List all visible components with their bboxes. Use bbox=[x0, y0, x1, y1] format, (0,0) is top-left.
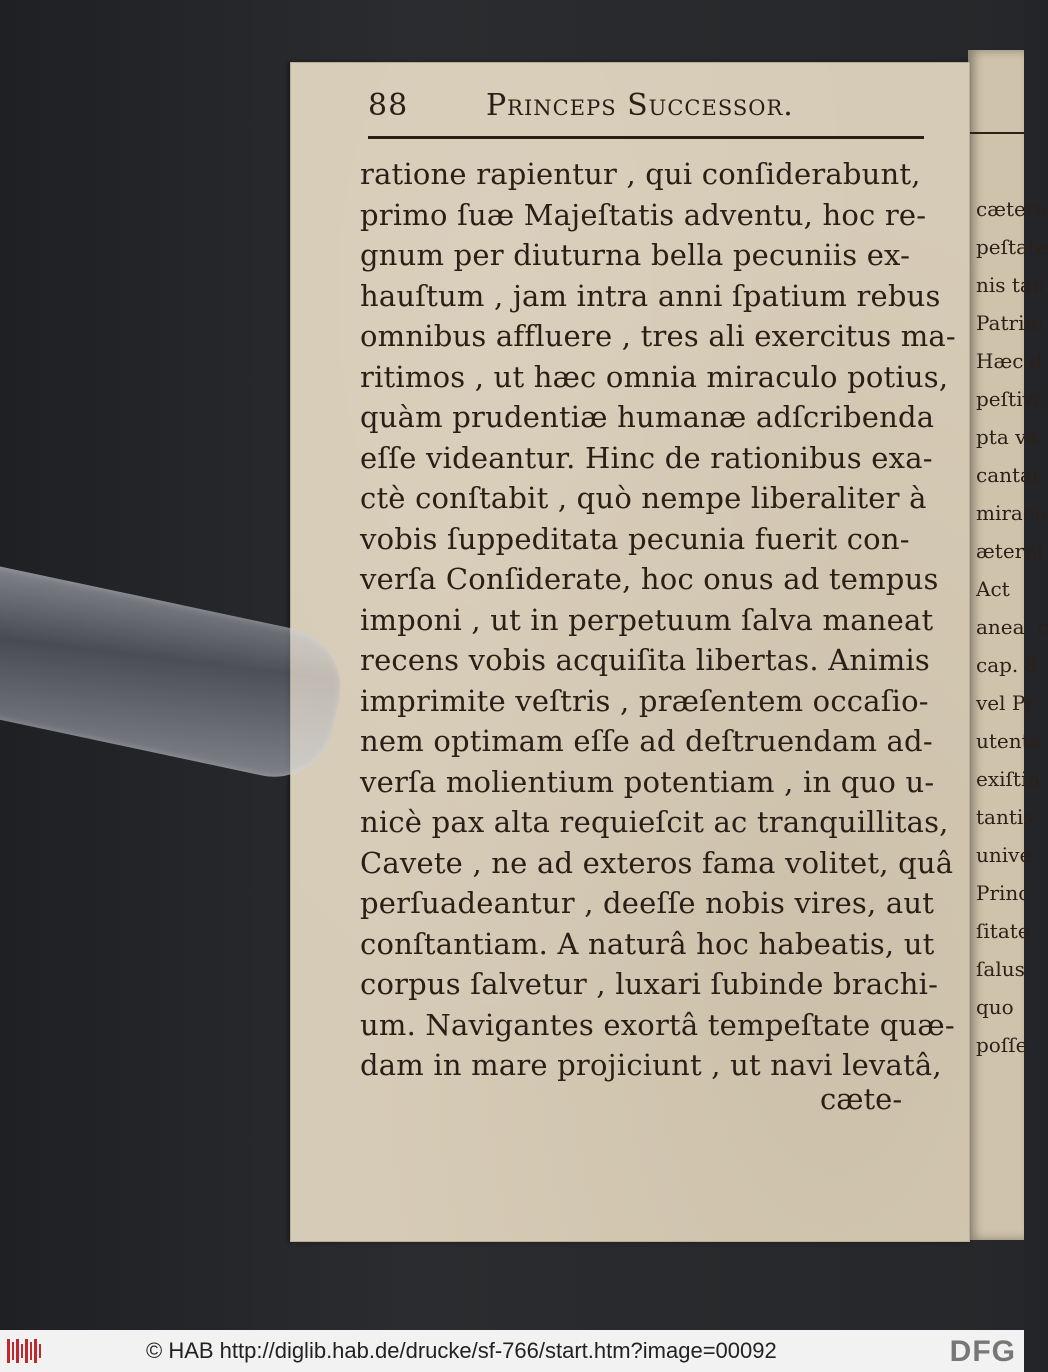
hab-barcode-logo-icon bbox=[6, 1336, 46, 1366]
header-rule bbox=[368, 136, 924, 139]
text-line: imprimite veſtris , præſentem occaſio- bbox=[360, 683, 929, 718]
next-page-rule bbox=[968, 132, 1024, 134]
next-page-fragments bbox=[968, 190, 1048, 1064]
text-line: ctè conſtabit , quò nempe liberaliter à bbox=[360, 481, 927, 515]
next-page-fragment: miracu bbox=[976, 501, 1047, 525]
text-line: dam in mare projiciunt , ut navi levatâ, bbox=[360, 1048, 942, 1082]
text-line: recens vobis acquiſita libertas. Animis bbox=[360, 643, 930, 677]
text-line: omnibus affluere , tres ali exercitus ma- bbox=[360, 319, 956, 353]
page-header bbox=[368, 88, 928, 128]
page-number: 88 bbox=[368, 88, 409, 123]
catchword: cæte- bbox=[820, 1082, 903, 1116]
text-line: vobis ſuppeditata pecunia fuerit con- bbox=[360, 521, 910, 556]
next-page-fragment: Patriæ bbox=[976, 311, 1044, 335]
page-text bbox=[360, 154, 956, 1086]
next-page-strip bbox=[968, 50, 1048, 1240]
next-page-fragment: cantat bbox=[976, 463, 1041, 487]
next-page-fragment: Princ bbox=[976, 881, 1030, 905]
text-line: hauſtum , jam intra anni ſpatium rebus bbox=[360, 278, 941, 313]
next-page-fragment: ſitate bbox=[976, 919, 1030, 943]
text-line: gnum per diuturna bella pecuniis ex- bbox=[360, 238, 911, 272]
next-page-fragment: anea. c bbox=[976, 615, 1048, 639]
text-line: nem optimam eſſe ad deſtruendam ad- bbox=[360, 724, 933, 758]
next-page-fragment: exiſtin bbox=[976, 767, 1041, 791]
next-page-fragment: cætera bbox=[976, 197, 1048, 221]
text-line: perſuadeantur , deeſſe nobis vires, aut bbox=[360, 886, 935, 920]
text-line: verſa molientium potentiam , in quo u- bbox=[360, 764, 935, 799]
next-page-fragment: quo bbox=[976, 995, 1014, 1019]
text-line: um. Navigantes exortâ tempeſtate quæ- bbox=[360, 1007, 955, 1042]
next-page-fragment: peſtate bbox=[976, 235, 1048, 259]
next-page-fragment: Act bbox=[976, 577, 1010, 601]
text-line: Cavete , ne ad exteros fama volitet, quâ bbox=[360, 845, 954, 880]
text-line: primo ſuæ Majeſtatis adventu, hoc re- bbox=[360, 197, 927, 232]
text-line: eſſe videantur. Hinc de rationibus exa- bbox=[360, 440, 933, 475]
next-page-fragment: ſalus. bbox=[976, 957, 1032, 981]
copyright-link[interactable]: © HAB http://diglib.hab.de/drucke/sf-766/start.htm?image=00092 bbox=[146, 1338, 777, 1363]
text-line: quàm prudentiæ humanæ adſcribenda bbox=[360, 400, 935, 434]
text-line: verſa Conſiderate, hoc onus ad tempus bbox=[360, 562, 939, 596]
footer-bar bbox=[0, 1330, 1024, 1372]
next-page-fragment: peſtivè bbox=[976, 387, 1046, 411]
next-page-fragment: utente bbox=[976, 729, 1042, 753]
running-head: Princeps Successor. bbox=[486, 88, 794, 123]
text-line: conſtantiam. A naturâ hoc habeatis, ut bbox=[360, 926, 935, 961]
text-line: ratione rapientur , qui conſiderabunt, bbox=[360, 157, 921, 191]
text-line: nicè pax alta requieſcit ac tranquillitas, bbox=[360, 805, 949, 839]
next-page-fragment: pta va bbox=[976, 425, 1039, 449]
next-page-fragment: cap. 8, bbox=[976, 653, 1044, 677]
next-page-fragment: vel Pr bbox=[976, 691, 1035, 715]
dfg-logo: DFG bbox=[949, 1335, 1016, 1368]
next-page-fragment: nis tan bbox=[976, 273, 1045, 297]
next-page-fragment: poſſe bbox=[976, 1033, 1028, 1057]
text-line: ritimos , ut hæc omnia miraculo potius, bbox=[360, 359, 949, 394]
next-page-fragment: Hæc d bbox=[976, 349, 1043, 373]
next-page-fragment: tantis bbox=[976, 805, 1034, 829]
next-page-fragment: æterni bbox=[976, 539, 1044, 563]
next-page-fragment: unive bbox=[976, 843, 1032, 867]
text-line: imponi , ut in perpetuum ſalva maneat bbox=[360, 602, 934, 637]
text-line: corpus ſalvetur , luxari ſubinde brachi- bbox=[360, 967, 939, 1001]
book-page bbox=[290, 62, 970, 1242]
